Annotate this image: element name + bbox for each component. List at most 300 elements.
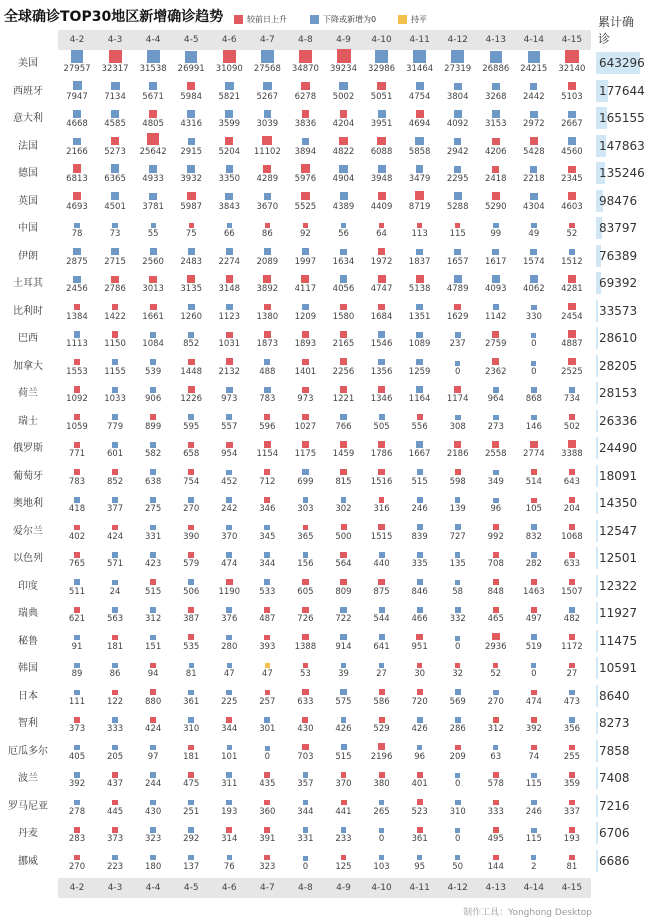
heat-cell-marker[interactable]: [150, 607, 156, 613]
heat-cell-marker[interactable]: [341, 772, 347, 778]
heat-cell-marker[interactable]: [263, 82, 271, 90]
heat-cell-marker[interactable]: [302, 110, 310, 118]
heat-cell-marker[interactable]: [493, 663, 498, 668]
heat-cell-marker[interactable]: [264, 414, 270, 420]
heat-cell-marker[interactable]: [226, 414, 232, 420]
heat-cell-marker[interactable]: [261, 50, 274, 63]
heat-cell-marker[interactable]: [264, 497, 270, 503]
heat-cell-marker[interactable]: [302, 359, 309, 366]
heat-cell-marker[interactable]: [303, 525, 309, 531]
heat-cell-marker[interactable]: [417, 579, 423, 585]
heat-cell-marker[interactable]: [111, 248, 118, 255]
heat-cell-marker[interactable]: [378, 192, 386, 200]
heat-cell-marker[interactable]: [74, 663, 79, 668]
heat-cell-marker[interactable]: [568, 275, 576, 283]
heat-cell-marker[interactable]: [568, 192, 576, 200]
heat-cell-marker[interactable]: [455, 497, 461, 503]
heat-cell-marker[interactable]: [493, 745, 498, 750]
heat-cell-marker[interactable]: [378, 579, 384, 585]
heat-cell-marker[interactable]: [569, 552, 575, 558]
heat-cell-marker[interactable]: [188, 800, 194, 806]
heat-cell-marker[interactable]: [112, 497, 118, 503]
heat-cell-marker[interactable]: [226, 690, 232, 696]
heat-cell-marker[interactable]: [188, 304, 195, 311]
heat-cell-marker[interactable]: [150, 855, 156, 861]
heat-cell-marker[interactable]: [188, 745, 194, 751]
heat-cell-marker[interactable]: [341, 717, 347, 723]
heat-cell-marker[interactable]: [299, 50, 312, 63]
heat-cell-marker[interactable]: [264, 800, 270, 806]
heat-cell-marker[interactable]: [302, 634, 309, 641]
heat-cell-marker[interactable]: [147, 50, 160, 63]
heat-cell-marker[interactable]: [531, 387, 537, 393]
heat-cell-marker[interactable]: [531, 607, 537, 613]
heat-cell-marker[interactable]: [379, 663, 384, 668]
heat-cell-marker[interactable]: [339, 165, 347, 173]
heat-cell-marker[interactable]: [303, 663, 308, 668]
heat-cell-marker[interactable]: [264, 827, 270, 833]
heat-cell-marker[interactable]: [454, 138, 461, 145]
heat-cell-marker[interactable]: [379, 855, 384, 860]
heat-cell-marker[interactable]: [264, 110, 272, 118]
heat-cell-marker[interactable]: [150, 359, 156, 365]
heat-cell-marker[interactable]: [340, 607, 346, 613]
heat-cell-marker[interactable]: [379, 828, 384, 833]
heat-cell-marker[interactable]: [112, 331, 119, 338]
heat-cell-marker[interactable]: [188, 690, 194, 696]
heat-cell-marker[interactable]: [455, 552, 461, 558]
heat-cell-marker[interactable]: [569, 469, 575, 475]
heat-cell-marker[interactable]: [264, 717, 270, 723]
heat-cell-marker[interactable]: [262, 136, 272, 146]
heat-cell-marker[interactable]: [340, 358, 347, 365]
heat-cell-marker[interactable]: [188, 607, 194, 613]
heat-cell-marker[interactable]: [112, 635, 118, 641]
heat-cell-marker[interactable]: [112, 304, 119, 311]
heat-cell-marker[interactable]: [188, 138, 195, 145]
heat-cell-marker[interactable]: [417, 607, 423, 613]
heat-cell-marker[interactable]: [531, 469, 537, 475]
heat-cell-marker[interactable]: [454, 249, 461, 256]
heat-cell-marker[interactable]: [302, 441, 309, 448]
heat-cell-marker[interactable]: [531, 333, 536, 338]
heat-cell-marker[interactable]: [531, 745, 536, 750]
heat-cell-marker[interactable]: [265, 223, 270, 228]
heat-cell-marker[interactable]: [377, 82, 385, 90]
heat-cell-marker[interactable]: [569, 414, 575, 420]
heat-cell-marker[interactable]: [188, 525, 194, 531]
heat-cell-marker[interactable]: [569, 855, 574, 860]
heat-cell-marker[interactable]: [150, 800, 156, 806]
heat-cell-marker[interactable]: [226, 165, 234, 173]
heat-cell-marker[interactable]: [416, 165, 424, 173]
heat-cell-marker[interactable]: [531, 305, 537, 311]
heat-cell-marker[interactable]: [490, 51, 502, 63]
heat-cell-marker[interactable]: [455, 469, 461, 475]
heat-cell-marker[interactable]: [415, 137, 423, 145]
heat-cell-marker[interactable]: [73, 276, 80, 283]
heat-cell-marker[interactable]: [226, 358, 233, 365]
heat-cell-marker[interactable]: [151, 223, 156, 228]
heat-cell-marker[interactable]: [73, 192, 81, 200]
heat-cell-marker[interactable]: [378, 275, 386, 283]
heat-cell-marker[interactable]: [74, 800, 80, 806]
heat-cell-marker[interactable]: [568, 166, 575, 173]
heat-cell-marker[interactable]: [226, 579, 233, 586]
heat-cell-marker[interactable]: [74, 304, 81, 311]
heat-cell-marker[interactable]: [417, 414, 423, 420]
heat-cell-marker[interactable]: [188, 414, 194, 420]
heat-cell-marker[interactable]: [379, 800, 385, 806]
heat-cell-marker[interactable]: [378, 331, 385, 338]
heat-cell-marker[interactable]: [492, 138, 500, 146]
heat-cell-marker[interactable]: [226, 332, 232, 338]
heat-cell-marker[interactable]: [111, 137, 119, 145]
heat-cell-marker[interactable]: [74, 414, 80, 420]
heat-cell-marker[interactable]: [379, 689, 385, 695]
heat-cell-marker[interactable]: [417, 689, 423, 695]
heat-cell-marker[interactable]: [188, 827, 194, 833]
heat-cell-marker[interactable]: [188, 634, 194, 640]
heat-cell-marker[interactable]: [531, 663, 536, 668]
heat-cell-marker[interactable]: [225, 110, 233, 118]
heat-cell-marker[interactable]: [302, 469, 308, 475]
heat-cell-marker[interactable]: [149, 193, 157, 201]
heat-cell-marker[interactable]: [454, 441, 461, 448]
heat-cell-marker[interactable]: [378, 441, 385, 448]
heat-cell-marker[interactable]: [493, 855, 499, 861]
heat-cell-marker[interactable]: [302, 689, 308, 695]
heat-cell-marker[interactable]: [416, 634, 422, 640]
heat-cell-marker[interactable]: [341, 223, 346, 228]
heat-cell-marker[interactable]: [569, 579, 576, 586]
heat-cell-marker[interactable]: [377, 137, 386, 146]
heat-cell-marker[interactable]: [569, 690, 575, 696]
heat-cell-marker[interactable]: [149, 110, 157, 118]
heat-cell-marker[interactable]: [264, 772, 270, 778]
heat-cell-marker[interactable]: [569, 634, 576, 641]
heat-cell-marker[interactable]: [569, 772, 575, 778]
heat-cell-marker[interactable]: [225, 137, 233, 145]
heat-cell-marker[interactable]: [73, 110, 81, 118]
heat-cell-marker[interactable]: [455, 717, 461, 723]
heat-cell-marker[interactable]: [74, 331, 81, 338]
heat-cell-marker[interactable]: [302, 414, 308, 420]
heat-cell-marker[interactable]: [531, 773, 536, 778]
heat-cell-marker[interactable]: [112, 387, 118, 393]
heat-cell-marker[interactable]: [416, 386, 423, 393]
heat-cell-marker[interactable]: [568, 303, 575, 310]
heat-cell-marker[interactable]: [455, 607, 461, 613]
heat-cell-marker[interactable]: [302, 304, 309, 311]
heat-cell-marker[interactable]: [188, 717, 194, 723]
heat-cell-marker[interactable]: [112, 525, 118, 531]
heat-cell-marker[interactable]: [74, 745, 80, 751]
heat-cell-marker[interactable]: [150, 332, 156, 338]
heat-cell-marker[interactable]: [568, 330, 576, 338]
heat-cell-marker[interactable]: [74, 442, 80, 448]
heat-cell-marker[interactable]: [569, 497, 575, 503]
heat-cell-marker[interactable]: [531, 498, 536, 503]
heat-cell-marker[interactable]: [303, 772, 309, 778]
heat-cell-marker[interactable]: [417, 663, 422, 668]
heat-cell-marker[interactable]: [74, 607, 80, 613]
heat-cell-marker[interactable]: [302, 607, 308, 613]
heat-cell-marker[interactable]: [416, 275, 424, 283]
heat-cell-marker[interactable]: [227, 663, 232, 668]
heat-cell-marker[interactable]: [147, 133, 159, 145]
heat-cell-marker[interactable]: [302, 138, 310, 146]
heat-cell-marker[interactable]: [340, 634, 346, 640]
heat-cell-marker[interactable]: [341, 827, 347, 833]
heat-cell-marker[interactable]: [531, 690, 537, 696]
heat-cell-marker[interactable]: [188, 772, 194, 778]
heat-cell-marker[interactable]: [264, 525, 270, 531]
heat-cell-marker[interactable]: [531, 415, 537, 421]
heat-cell-marker[interactable]: [492, 110, 500, 118]
heat-cell-marker[interactable]: [454, 192, 462, 200]
heat-cell-marker[interactable]: [302, 579, 308, 585]
heat-cell-marker[interactable]: [150, 469, 156, 475]
heat-cell-marker[interactable]: [415, 191, 424, 200]
heat-cell-marker[interactable]: [226, 304, 233, 311]
heat-cell-marker[interactable]: [150, 442, 156, 448]
heat-cell-marker[interactable]: [413, 50, 426, 63]
heat-cell-marker[interactable]: [341, 855, 347, 861]
heat-cell-marker[interactable]: [226, 470, 232, 476]
heat-cell-marker[interactable]: [112, 690, 118, 696]
heat-cell-marker[interactable]: [188, 332, 194, 338]
heat-cell-marker[interactable]: [417, 745, 422, 750]
heat-cell-marker[interactable]: [493, 827, 499, 833]
heat-cell-marker[interactable]: [185, 51, 197, 63]
heat-cell-marker[interactable]: [492, 192, 500, 200]
heat-cell-marker[interactable]: [340, 192, 348, 200]
heat-cell-marker[interactable]: [341, 744, 347, 750]
heat-cell-marker[interactable]: [417, 497, 423, 503]
heat-cell-marker[interactable]: [74, 855, 80, 861]
heat-cell-marker[interactable]: [265, 663, 270, 668]
heat-cell-marker[interactable]: [150, 635, 156, 641]
heat-cell-marker[interactable]: [302, 387, 308, 393]
heat-cell-marker[interactable]: [379, 497, 385, 503]
heat-cell-marker[interactable]: [112, 223, 117, 228]
heat-cell-marker[interactable]: [454, 386, 461, 393]
heat-cell-marker[interactable]: [74, 579, 80, 585]
heat-cell-marker[interactable]: [416, 82, 424, 90]
heat-cell-marker[interactable]: [301, 82, 310, 91]
heat-cell-marker[interactable]: [531, 800, 537, 806]
heat-cell-marker[interactable]: [74, 690, 79, 695]
heat-cell-marker[interactable]: [339, 82, 347, 90]
heat-cell-marker[interactable]: [416, 249, 423, 256]
heat-cell-marker[interactable]: [264, 469, 270, 475]
heat-cell-marker[interactable]: [531, 579, 538, 586]
heat-cell-marker[interactable]: [189, 223, 194, 228]
heat-cell-marker[interactable]: [265, 746, 270, 751]
heat-cell-marker[interactable]: [149, 82, 157, 90]
heat-cell-marker[interactable]: [455, 524, 461, 530]
heat-cell-marker[interactable]: [341, 497, 347, 503]
heat-cell-marker[interactable]: [416, 332, 422, 338]
heat-cell-marker[interactable]: [188, 552, 194, 558]
heat-cell-marker[interactable]: [74, 717, 80, 723]
heat-cell-marker[interactable]: [493, 552, 499, 558]
heat-cell-marker[interactable]: [74, 772, 80, 778]
heat-cell-marker[interactable]: [417, 827, 423, 833]
heat-cell-marker[interactable]: [493, 415, 499, 421]
heat-cell-marker[interactable]: [303, 827, 309, 833]
heat-cell-marker[interactable]: [493, 717, 499, 723]
heat-cell-marker[interactable]: [530, 193, 538, 201]
heat-cell-marker[interactable]: [455, 745, 461, 751]
heat-cell-marker[interactable]: [227, 223, 232, 228]
heat-cell-marker[interactable]: [112, 663, 117, 668]
heat-cell-marker[interactable]: [454, 275, 462, 283]
heat-cell-marker[interactable]: [568, 440, 576, 448]
heat-cell-marker[interactable]: [378, 386, 385, 393]
heat-cell-marker[interactable]: [112, 772, 118, 778]
heat-cell-marker[interactable]: [340, 441, 347, 448]
heat-cell-marker[interactable]: [530, 249, 537, 256]
heat-cell-marker[interactable]: [187, 165, 195, 173]
heat-cell-marker[interactable]: [531, 855, 536, 860]
heat-cell-marker[interactable]: [341, 800, 347, 806]
heat-cell-marker[interactable]: [451, 50, 464, 63]
heat-cell-marker[interactable]: [340, 579, 346, 585]
heat-cell-marker[interactable]: [379, 772, 385, 778]
heat-cell-marker[interactable]: [112, 359, 119, 366]
heat-cell-marker[interactable]: [493, 387, 499, 393]
heat-cell-marker[interactable]: [455, 689, 461, 695]
heat-cell-marker[interactable]: [530, 83, 537, 90]
heat-cell-marker[interactable]: [340, 386, 347, 393]
heat-cell-marker[interactable]: [455, 773, 460, 778]
heat-cell-marker[interactable]: [302, 248, 309, 255]
heat-cell-marker[interactable]: [378, 165, 386, 173]
heat-cell-marker[interactable]: [528, 51, 540, 63]
heat-cell-marker[interactable]: [417, 469, 423, 475]
heat-cell-marker[interactable]: [188, 442, 194, 448]
heat-cell-marker[interactable]: [493, 607, 499, 613]
heat-cell-marker[interactable]: [337, 49, 351, 63]
heat-cell-marker[interactable]: [112, 800, 118, 806]
heat-cell-marker[interactable]: [340, 110, 348, 118]
heat-cell-marker[interactable]: [341, 524, 347, 530]
heat-cell-marker[interactable]: [379, 717, 385, 723]
heat-cell-marker[interactable]: [340, 249, 347, 256]
heat-cell-marker[interactable]: [187, 275, 195, 283]
heat-cell-marker[interactable]: [264, 359, 270, 365]
heat-cell-marker[interactable]: [149, 165, 157, 173]
heat-cell-marker[interactable]: [530, 111, 537, 118]
heat-cell-marker[interactable]: [493, 690, 499, 696]
heat-cell-marker[interactable]: [303, 497, 309, 503]
heat-cell-marker[interactable]: [265, 690, 271, 696]
heat-cell-marker[interactable]: [226, 607, 232, 613]
heat-cell-marker[interactable]: [188, 855, 194, 861]
heat-cell-marker[interactable]: [227, 745, 232, 750]
heat-cell-marker[interactable]: [455, 361, 460, 366]
heat-cell-marker[interactable]: [493, 498, 498, 503]
heat-cell-marker[interactable]: [455, 828, 460, 833]
heat-cell-marker[interactable]: [340, 689, 346, 695]
heat-cell-marker[interactable]: [531, 552, 537, 558]
heat-cell-marker[interactable]: [150, 552, 156, 558]
heat-cell-marker[interactable]: [531, 828, 536, 833]
heat-cell-marker[interactable]: [226, 827, 232, 833]
heat-cell-marker[interactable]: [340, 304, 347, 311]
heat-cell-marker[interactable]: [150, 248, 157, 255]
heat-cell-marker[interactable]: [111, 82, 120, 91]
heat-cell-marker[interactable]: [568, 82, 576, 90]
heat-cell-marker[interactable]: [568, 111, 575, 118]
heat-cell-marker[interactable]: [378, 469, 385, 476]
heat-cell-marker[interactable]: [264, 552, 270, 558]
heat-cell-marker[interactable]: [227, 855, 232, 860]
heat-cell-marker[interactable]: [569, 745, 575, 751]
heat-cell-marker[interactable]: [264, 579, 270, 585]
heat-cell-marker[interactable]: [189, 663, 194, 668]
heat-cell-marker[interactable]: [417, 223, 422, 228]
heat-cell-marker[interactable]: [417, 799, 423, 805]
heat-cell-marker[interactable]: [74, 359, 81, 366]
heat-cell-marker[interactable]: [492, 275, 500, 283]
heat-cell-marker[interactable]: [340, 331, 347, 338]
legend-item-flat[interactable]: [398, 12, 427, 26]
heat-cell-marker[interactable]: [71, 50, 84, 63]
heat-cell-marker[interactable]: [74, 525, 80, 531]
heat-cell-marker[interactable]: [531, 524, 537, 530]
heat-cell-marker[interactable]: [112, 580, 117, 585]
heat-cell-marker[interactable]: [455, 223, 460, 228]
heat-cell-marker[interactable]: [74, 497, 80, 503]
heat-cell-marker[interactable]: [226, 275, 234, 283]
heat-cell-marker[interactable]: [378, 743, 385, 750]
heat-cell-marker[interactable]: [379, 607, 385, 613]
heat-cell-marker[interactable]: [187, 82, 196, 91]
heat-cell-marker[interactable]: [112, 442, 118, 448]
heat-cell-marker[interactable]: [112, 827, 118, 833]
heat-cell-marker[interactable]: [417, 552, 423, 558]
heat-cell-marker[interactable]: [264, 441, 271, 448]
heat-cell-marker[interactable]: [531, 717, 537, 723]
heat-cell-marker[interactable]: [187, 110, 195, 118]
heat-cell-marker[interactable]: [301, 164, 310, 173]
heat-cell-marker[interactable]: [150, 414, 156, 420]
heat-cell-marker[interactable]: [569, 717, 575, 723]
heat-cell-marker[interactable]: [569, 524, 575, 530]
heat-cell-marker[interactable]: [223, 50, 236, 63]
heat-cell-marker[interactable]: [150, 525, 156, 531]
heat-cell-marker[interactable]: [188, 248, 195, 255]
heat-cell-marker[interactable]: [455, 855, 460, 860]
heat-cell-marker[interactable]: [111, 110, 119, 118]
heat-cell-marker[interactable]: [303, 856, 308, 861]
heat-cell-marker[interactable]: [492, 83, 500, 91]
heat-cell-marker[interactable]: [340, 552, 346, 558]
heat-cell-marker[interactable]: [225, 193, 233, 201]
heat-cell-marker[interactable]: [378, 304, 385, 311]
heat-cell-marker[interactable]: [150, 745, 155, 750]
heat-cell-marker[interactable]: [568, 358, 575, 365]
heat-cell-marker[interactable]: [454, 110, 462, 118]
heat-cell-marker[interactable]: [111, 164, 120, 173]
heat-cell-marker[interactable]: [417, 524, 423, 530]
heat-cell-marker[interactable]: [112, 469, 118, 475]
heat-cell-marker[interactable]: [226, 552, 232, 558]
heat-cell-marker[interactable]: [568, 137, 576, 145]
